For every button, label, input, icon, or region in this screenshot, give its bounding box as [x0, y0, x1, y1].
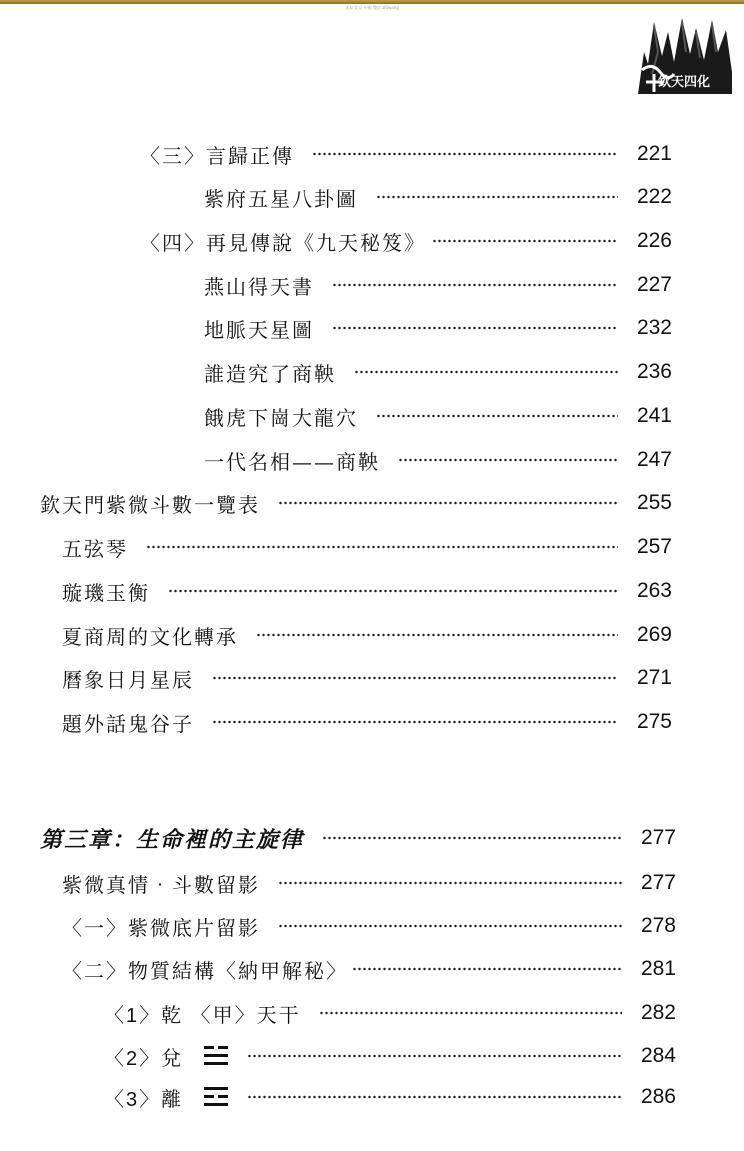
toc-entry-title: 地脈天星圖 — [204, 317, 314, 342]
toc-entry-page: 255 — [636, 491, 672, 514]
dot-leader — [352, 967, 622, 971]
dot-leader — [432, 239, 618, 243]
dot-leader — [354, 370, 618, 374]
toc-entry-title: 曆象日月星辰 — [62, 667, 194, 692]
toc-entry[interactable] — [204, 269, 672, 301]
toc-entry-page: 241 — [636, 404, 672, 427]
toc-entry-page: 236 — [636, 360, 672, 383]
toc-entry[interactable] — [62, 575, 672, 607]
dot-leader — [278, 924, 622, 928]
dot-leader — [376, 414, 618, 418]
toc-entry[interactable] — [62, 910, 676, 942]
toc-entry-title: 誰造究了商鞅 — [204, 361, 336, 386]
toc-entry-title: 〈三〉言歸正傳 — [140, 143, 294, 168]
toc-entry-page: 247 — [636, 448, 672, 471]
toc-entry-title: 夏商周的文化轉承 — [62, 624, 238, 649]
dot-leader — [312, 152, 618, 156]
dot-leader — [247, 1095, 622, 1099]
toc-entry[interactable] — [104, 1081, 676, 1113]
toc-entry[interactable] — [104, 1040, 676, 1072]
toc-entry[interactable] — [204, 312, 672, 344]
dot-leader — [247, 1054, 622, 1058]
toc-entry-page: 227 — [636, 273, 672, 296]
dot-leader — [168, 589, 618, 593]
dot-leader — [278, 881, 622, 885]
watermark-text: 光易·北京·中國 微信 zitiwang — [345, 5, 399, 10]
top-rule — [0, 0, 744, 4]
toc-entry-page: 232 — [636, 316, 672, 339]
toc-entry[interactable] — [204, 356, 672, 388]
toc-entry[interactable] — [62, 619, 672, 651]
logo — [634, 12, 734, 98]
toc-entry-page: 275 — [636, 710, 672, 733]
toc-entry-title: 〈3〉離 — [104, 1088, 184, 1111]
dot-leader — [332, 283, 618, 287]
toc-entry-title: 欽天門紫微斗數一覽表 — [40, 492, 260, 517]
dot-leader — [376, 195, 618, 199]
toc-entry[interactable] — [140, 138, 672, 170]
dui-trigram-icon — [203, 1044, 229, 1068]
toc-entry-title: 餓虎下崗大龍穴 — [204, 405, 358, 430]
toc-entry-title: 紫微真情‧斗數留影 — [62, 872, 260, 897]
toc-entry-title: 一代名相——商鞅 — [204, 449, 380, 474]
toc-entry-page: 278 — [640, 914, 676, 937]
toc-entry[interactable] — [204, 444, 672, 476]
toc-entry-title: 題外話鬼谷子 — [62, 711, 194, 736]
dot-leader — [319, 1011, 622, 1015]
toc-entry-title: 紫府五星八卦圖 — [204, 186, 358, 211]
toc-entry-title: 〈二〉物質結構〈納甲解秘〉 — [62, 958, 348, 983]
dot-leader — [332, 326, 618, 330]
chapter-title: 第三章：生命裡的主旋律 — [40, 826, 305, 853]
toc-entry[interactable] — [62, 953, 676, 985]
toc-entry-page: 263 — [636, 579, 672, 602]
toc-entry-title: 〈四〉再見傳說《九天秘笈》 — [140, 230, 426, 255]
toc-entry[interactable] — [62, 662, 672, 694]
toc-entry-title: 〈1〉乾 〈甲〉天干 — [104, 1004, 301, 1027]
logo-text: 欽天四化 — [658, 75, 711, 90]
toc-entry-page: 222 — [636, 185, 672, 208]
toc-entry[interactable] — [40, 487, 672, 519]
toc-entry-title: 五弦琴 — [62, 536, 128, 561]
dot-leader — [146, 545, 618, 549]
toc-entry-page: 281 — [640, 957, 676, 980]
toc-entry-page: 257 — [636, 535, 672, 558]
li-trigram-icon — [203, 1085, 229, 1109]
toc-entry-page: 277 — [640, 871, 676, 894]
dot-leader — [322, 836, 622, 840]
toc-entry-page: 269 — [636, 623, 672, 646]
toc-entry-title: 燕山得天書 — [204, 274, 314, 299]
toc-entry[interactable] — [104, 997, 676, 1029]
toc-entry-page: 286 — [640, 1085, 676, 1108]
toc-entry-page: 284 — [640, 1044, 676, 1067]
toc-entry-page: 226 — [636, 229, 672, 252]
toc-entry[interactable] — [62, 531, 672, 563]
dot-leader — [256, 633, 618, 637]
toc-entry-title: 〈2〉兌 — [104, 1047, 184, 1070]
toc-entry[interactable] — [204, 181, 672, 213]
toc-entry[interactable] — [140, 225, 672, 257]
toc-entry-title: 〈一〉紫微底片留影 — [62, 915, 260, 940]
toc-entry-page: 282 — [640, 1001, 676, 1024]
toc-entry[interactable] — [62, 867, 676, 899]
toc-entry[interactable] — [204, 400, 672, 432]
dot-leader — [278, 501, 618, 505]
toc-entry-page: 271 — [636, 666, 672, 689]
toc-chapter-entry[interactable] — [40, 822, 676, 854]
toc-entry[interactable] — [62, 706, 672, 738]
dot-leader — [398, 458, 618, 462]
dot-leader — [212, 676, 618, 680]
toc-entry-page: 221 — [636, 142, 672, 165]
toc-entry-page: 277 — [640, 826, 676, 849]
toc-entry-title: 璇璣玉衡 — [62, 580, 150, 605]
dot-leader — [212, 720, 618, 724]
